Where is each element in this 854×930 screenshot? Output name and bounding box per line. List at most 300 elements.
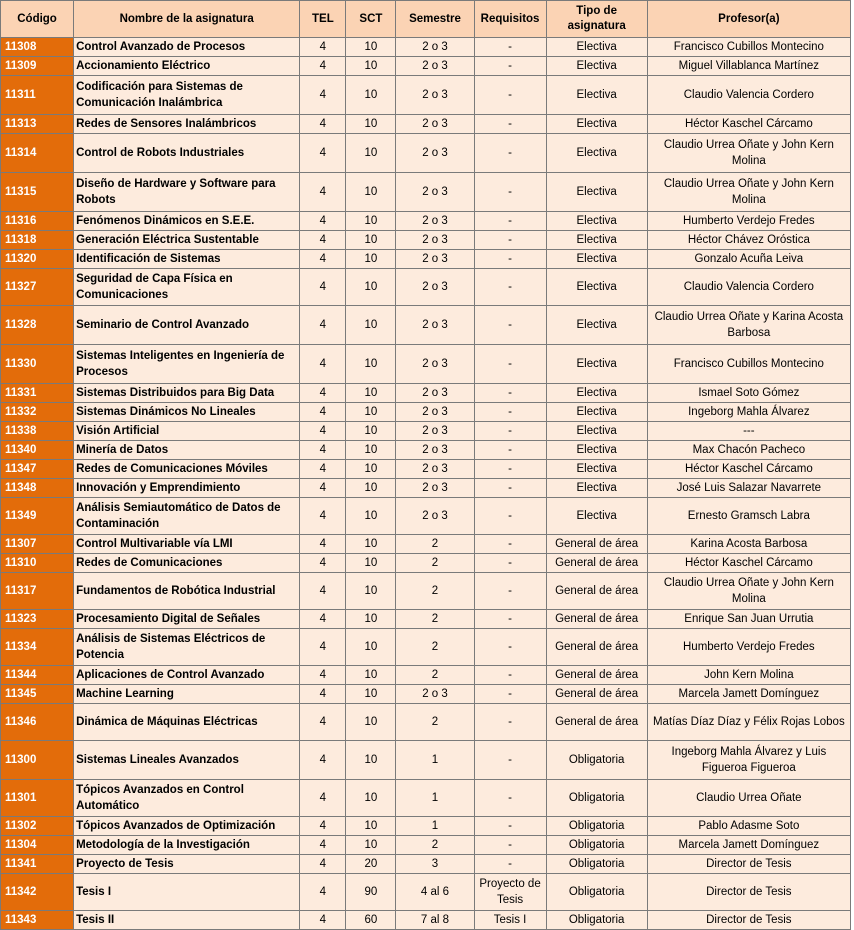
course-profesor: Claudio Urrea Oñate y John Kern Molina [647, 173, 850, 212]
course-semestre: 2 [396, 535, 474, 554]
course-semestre: 2 o 3 [396, 384, 474, 403]
course-profesor: Matías Díaz Díaz y Félix Rojas Lobos [647, 704, 850, 741]
course-code: 11347 [1, 460, 74, 479]
course-semestre: 2 o 3 [396, 231, 474, 250]
table-row [1, 57, 851, 76]
course-tipo: Electiva [546, 306, 647, 345]
course-name: Machine Learning [74, 685, 300, 704]
course-semestre: 2 o 3 [396, 173, 474, 212]
course-code: 11332 [1, 403, 74, 422]
course-tel: 4 [300, 855, 346, 874]
course-tipo: Electiva [546, 422, 647, 441]
table-row [1, 231, 851, 250]
course-name: Seguridad de Capa Física en Comunicaciones [74, 269, 300, 306]
course-tipo: Obligatoria [546, 836, 647, 855]
course-tel: 4 [300, 573, 346, 610]
course-sct: 10 [346, 38, 396, 57]
course-sct: 10 [346, 231, 396, 250]
course-semestre: 1 [396, 817, 474, 836]
course-profesor: Héctor Kaschel Cárcamo [647, 460, 850, 479]
course-profesor: Claudio Valencia Cordero [647, 76, 850, 115]
course-tel: 4 [300, 498, 346, 535]
course-code: 11348 [1, 479, 74, 498]
course-name: Diseño de Hardware y Software para Robots [74, 173, 300, 212]
course-tel: 4 [300, 384, 346, 403]
course-profesor: José Luis Salazar Navarrete [647, 479, 850, 498]
course-tipo: Electiva [546, 441, 647, 460]
course-sct: 10 [346, 212, 396, 231]
course-tipo: Electiva [546, 115, 647, 134]
course-name: Dinámica de Máquinas Eléctricas [74, 704, 300, 741]
course-profesor: Héctor Kaschel Cárcamo [647, 115, 850, 134]
course-code: 11308 [1, 38, 74, 57]
course-code: 11341 [1, 855, 74, 874]
course-profesor: Ernesto Gramsch Labra [647, 498, 850, 535]
course-code: 11346 [1, 704, 74, 741]
course-tipo: Electiva [546, 384, 647, 403]
course-tel: 4 [300, 817, 346, 836]
course-profesor: Claudio Urrea Oñate y Karina Acosta Barbosa [647, 306, 850, 345]
course-tel: 4 [300, 403, 346, 422]
course-tipo: General de área [546, 704, 647, 741]
course-profesor: --- [647, 422, 850, 441]
course-name: Minería de Datos [74, 441, 300, 460]
course-sct: 10 [346, 573, 396, 610]
table-row [1, 610, 851, 629]
course-requisitos: - [474, 704, 546, 741]
course-name: Identificación de Sistemas [74, 250, 300, 269]
course-semestre: 2 o 3 [396, 76, 474, 115]
course-name: Análisis de Sistemas Eléctricos de Potencia [74, 629, 300, 666]
table-row [1, 479, 851, 498]
course-tel: 4 [300, 306, 346, 345]
course-requisitos: - [474, 780, 546, 817]
table-row [1, 441, 851, 460]
course-code: 11334 [1, 629, 74, 666]
course-semestre: 2 o 3 [396, 57, 474, 76]
course-tel: 4 [300, 874, 346, 911]
course-semestre: 2 o 3 [396, 134, 474, 173]
course-requisitos: - [474, 817, 546, 836]
course-tipo: General de área [546, 666, 647, 685]
course-tel: 4 [300, 610, 346, 629]
course-name: Innovación y Emprendimiento [74, 479, 300, 498]
course-tipo: Electiva [546, 479, 647, 498]
course-tipo: Electiva [546, 250, 647, 269]
course-tel: 4 [300, 115, 346, 134]
course-code: 11320 [1, 250, 74, 269]
table-row [1, 780, 851, 817]
course-name: Fenómenos Dinámicos en S.E.E. [74, 212, 300, 231]
course-profesor: Marcela Jamett Domínguez [647, 836, 850, 855]
course-tel: 4 [300, 780, 346, 817]
course-tipo: Electiva [546, 345, 647, 384]
course-profesor: Héctor Kaschel Cárcamo [647, 554, 850, 573]
table-row [1, 573, 851, 610]
course-profesor: Claudio Valencia Cordero [647, 269, 850, 306]
course-tipo: Electiva [546, 76, 647, 115]
course-code: 11309 [1, 57, 74, 76]
course-profesor: Director de Tesis [647, 855, 850, 874]
course-profesor: Ingeborg Mahla Álvarez [647, 403, 850, 422]
course-tel: 4 [300, 741, 346, 780]
course-semestre: 3 [396, 855, 474, 874]
course-requisitos: - [474, 345, 546, 384]
course-semestre: 2 o 3 [396, 212, 474, 231]
course-requisitos: - [474, 250, 546, 269]
course-name: Visión Artificial [74, 422, 300, 441]
course-profesor: Humberto Verdejo Fredes [647, 212, 850, 231]
course-tipo: Electiva [546, 212, 647, 231]
course-profesor: Claudio Urrea Oñate [647, 780, 850, 817]
course-tel: 4 [300, 629, 346, 666]
course-tel: 4 [300, 231, 346, 250]
course-requisitos: - [474, 403, 546, 422]
table-row [1, 666, 851, 685]
course-tipo: General de área [546, 685, 647, 704]
course-requisitos: - [474, 741, 546, 780]
course-profesor: Ismael Soto Gómez [647, 384, 850, 403]
course-tipo: General de área [546, 554, 647, 573]
course-sct: 90 [346, 874, 396, 911]
table-row [1, 345, 851, 384]
course-sct: 10 [346, 685, 396, 704]
table-row [1, 403, 851, 422]
table-row [1, 115, 851, 134]
table-row [1, 498, 851, 535]
course-profesor: Marcela Jamett Domínguez [647, 685, 850, 704]
course-tel: 4 [300, 422, 346, 441]
table-row [1, 704, 851, 741]
course-name: Proyecto de Tesis [74, 855, 300, 874]
table-row [1, 306, 851, 345]
course-profesor: Héctor Chávez Oróstica [647, 231, 850, 250]
header-sct: SCT [346, 1, 396, 38]
table-row [1, 685, 851, 704]
table-row [1, 422, 851, 441]
table-row [1, 874, 851, 911]
course-semestre: 2 [396, 704, 474, 741]
course-requisitos: - [474, 384, 546, 403]
course-code: 11342 [1, 874, 74, 911]
course-code: 11301 [1, 780, 74, 817]
course-tel: 4 [300, 460, 346, 479]
header-semestre: Semestre [396, 1, 474, 38]
course-tipo: Electiva [546, 173, 647, 212]
course-profesor: Miguel Villablanca Martínez [647, 57, 850, 76]
course-tipo: Obligatoria [546, 741, 647, 780]
course-profesor: Enrique San Juan Urrutia [647, 610, 850, 629]
course-tel: 4 [300, 57, 346, 76]
course-sct: 10 [346, 629, 396, 666]
header-codigo: Código [1, 1, 74, 38]
course-semestre: 4 al 6 [396, 874, 474, 911]
course-tipo: Electiva [546, 498, 647, 535]
course-sct: 10 [346, 173, 396, 212]
course-tel: 4 [300, 134, 346, 173]
course-tel: 4 [300, 212, 346, 231]
course-semestre: 1 [396, 780, 474, 817]
course-sct: 10 [346, 403, 396, 422]
course-name: Sistemas Dinámicos No Lineales [74, 403, 300, 422]
table-row [1, 855, 851, 874]
course-requisitos: - [474, 134, 546, 173]
table-row [1, 741, 851, 780]
course-sct: 10 [346, 498, 396, 535]
course-name: Tópicos Avanzados de Optimización [74, 817, 300, 836]
course-sct: 10 [346, 115, 396, 134]
course-code: 11311 [1, 76, 74, 115]
course-tel: 4 [300, 38, 346, 57]
course-code: 11314 [1, 134, 74, 173]
course-requisitos: Proyecto de Tesis [474, 874, 546, 911]
course-sct: 10 [346, 704, 396, 741]
course-tipo: General de área [546, 535, 647, 554]
course-tipo: Obligatoria [546, 874, 647, 911]
course-tel: 4 [300, 666, 346, 685]
course-requisitos: - [474, 173, 546, 212]
course-requisitos: - [474, 666, 546, 685]
course-semestre: 2 o 3 [396, 306, 474, 345]
course-sct: 10 [346, 741, 396, 780]
course-name: Control Multivariable vía LMI [74, 535, 300, 554]
course-requisitos: - [474, 554, 546, 573]
course-requisitos: - [474, 231, 546, 250]
course-code: 11300 [1, 741, 74, 780]
course-requisitos: - [474, 479, 546, 498]
course-requisitos: - [474, 855, 546, 874]
course-code: 11327 [1, 269, 74, 306]
course-tel: 4 [300, 76, 346, 115]
course-semestre: 2 [396, 573, 474, 610]
course-requisitos: - [474, 422, 546, 441]
course-sct: 10 [346, 134, 396, 173]
course-semestre: 2 [396, 629, 474, 666]
table-row [1, 554, 851, 573]
course-tel: 4 [300, 554, 346, 573]
course-tel: 4 [300, 250, 346, 269]
course-requisitos: - [474, 38, 546, 57]
course-code: 11302 [1, 817, 74, 836]
course-sct: 10 [346, 666, 396, 685]
course-code: 11317 [1, 573, 74, 610]
course-code: 11313 [1, 115, 74, 134]
course-code: 11338 [1, 422, 74, 441]
course-requisitos: - [474, 269, 546, 306]
table-row [1, 911, 851, 930]
course-tipo: Obligatoria [546, 911, 647, 930]
course-name: Codificación para Sistemas de Comunicación Inalámbrica [74, 76, 300, 115]
course-name: Fundamentos de Robótica Industrial [74, 573, 300, 610]
course-tipo: Obligatoria [546, 817, 647, 836]
course-name: Procesamiento Digital de Señales [74, 610, 300, 629]
course-code: 11316 [1, 212, 74, 231]
course-code: 11340 [1, 441, 74, 460]
table-row [1, 817, 851, 836]
course-tel: 4 [300, 911, 346, 930]
course-tel: 4 [300, 269, 346, 306]
course-sct: 10 [346, 76, 396, 115]
course-tipo: Obligatoria [546, 855, 647, 874]
course-name: Metodología de la Investigación [74, 836, 300, 855]
course-tel: 4 [300, 479, 346, 498]
course-name: Seminario de Control Avanzado [74, 306, 300, 345]
course-sct: 10 [346, 554, 396, 573]
course-tipo: Electiva [546, 38, 647, 57]
table-row [1, 384, 851, 403]
course-code: 11315 [1, 173, 74, 212]
course-name: Redes de Sensores Inalámbricos [74, 115, 300, 134]
course-tipo: Electiva [546, 134, 647, 173]
course-tel: 4 [300, 535, 346, 554]
course-profesor: Ingeborg Mahla Álvarez y Luis Figueroa Figueroa [647, 741, 850, 780]
course-name: Aplicaciones de Control Avanzado [74, 666, 300, 685]
course-requisitos: - [474, 629, 546, 666]
header-nombre: Nombre de la asignatura [74, 1, 300, 38]
course-profesor: John Kern Molina [647, 666, 850, 685]
course-code: 11331 [1, 384, 74, 403]
course-profesor: Claudio Urrea Oñate y John Kern Molina [647, 134, 850, 173]
course-code: 11343 [1, 911, 74, 930]
table-row [1, 38, 851, 57]
course-semestre: 2 o 3 [396, 479, 474, 498]
course-name: Sistemas Lineales Avanzados [74, 741, 300, 780]
course-tel: 4 [300, 836, 346, 855]
course-name: Tópicos Avanzados en Control Automático [74, 780, 300, 817]
course-sct: 10 [346, 306, 396, 345]
course-tipo: Electiva [546, 231, 647, 250]
course-profesor: Director de Tesis [647, 911, 850, 930]
course-sct: 60 [346, 911, 396, 930]
course-profesor: Director de Tesis [647, 874, 850, 911]
course-semestre: 2 [396, 836, 474, 855]
course-sct: 10 [346, 610, 396, 629]
course-name: Control Avanzado de Procesos [74, 38, 300, 57]
course-sct: 10 [346, 250, 396, 269]
table-row [1, 460, 851, 479]
course-tel: 4 [300, 345, 346, 384]
course-name: Sistemas Distribuidos para Big Data [74, 384, 300, 403]
course-code: 11307 [1, 535, 74, 554]
course-profesor: Karina Acosta Barbosa [647, 535, 850, 554]
course-name: Redes de Comunicaciones Móviles [74, 460, 300, 479]
course-semestre: 2 [396, 554, 474, 573]
course-requisitos: Tesis I [474, 911, 546, 930]
course-sct: 10 [346, 817, 396, 836]
course-profesor: Max Chacón Pacheco [647, 441, 850, 460]
course-name: Control de Robots Industriales [74, 134, 300, 173]
course-semestre: 1 [396, 741, 474, 780]
course-semestre: 2 o 3 [396, 38, 474, 57]
table-row [1, 535, 851, 554]
course-semestre: 2 o 3 [396, 269, 474, 306]
course-semestre: 2 o 3 [396, 498, 474, 535]
course-requisitos: - [474, 610, 546, 629]
course-semestre: 2 o 3 [396, 422, 474, 441]
course-tel: 4 [300, 685, 346, 704]
course-requisitos: - [474, 573, 546, 610]
course-profesor: Claudio Urrea Oñate y John Kern Molina [647, 573, 850, 610]
course-requisitos: - [474, 498, 546, 535]
course-code: 11330 [1, 345, 74, 384]
course-tipo: Obligatoria [546, 780, 647, 817]
header-tel: TEL [300, 1, 346, 38]
course-profesor: Pablo Adasme Soto [647, 817, 850, 836]
course-requisitos: - [474, 115, 546, 134]
course-tipo: General de área [546, 573, 647, 610]
course-sct: 10 [346, 460, 396, 479]
course-sct: 10 [346, 422, 396, 441]
course-tipo: General de área [546, 610, 647, 629]
course-tipo: General de área [546, 629, 647, 666]
table-row [1, 836, 851, 855]
course-tel: 4 [300, 704, 346, 741]
course-sct: 10 [346, 345, 396, 384]
course-tipo: Electiva [546, 460, 647, 479]
course-profesor: Gonzalo Acuña Leiva [647, 250, 850, 269]
course-semestre: 2 o 3 [396, 460, 474, 479]
course-code: 11318 [1, 231, 74, 250]
course-semestre: 2 [396, 610, 474, 629]
course-semestre: 2 o 3 [396, 115, 474, 134]
course-profesor: Francisco Cubillos Montecino [647, 345, 850, 384]
course-requisitos: - [474, 57, 546, 76]
course-requisitos: - [474, 836, 546, 855]
course-sct: 10 [346, 269, 396, 306]
course-requisitos: - [474, 460, 546, 479]
table-header-row [1, 1, 851, 38]
course-tel: 4 [300, 441, 346, 460]
course-code: 11310 [1, 554, 74, 573]
course-sct: 10 [346, 780, 396, 817]
table-row [1, 269, 851, 306]
course-name: Generación Eléctrica Sustentable [74, 231, 300, 250]
course-requisitos: - [474, 212, 546, 231]
header-profesor: Profesor(a) [647, 1, 850, 38]
table-row [1, 212, 851, 231]
course-tipo: Electiva [546, 269, 647, 306]
course-code: 11344 [1, 666, 74, 685]
header-tipo: Tipo de asignatura [546, 1, 647, 38]
course-tel: 4 [300, 173, 346, 212]
table-row [1, 250, 851, 269]
course-code: 11345 [1, 685, 74, 704]
course-name: Accionamiento Eléctrico [74, 57, 300, 76]
course-semestre: 7 al 8 [396, 911, 474, 930]
course-code: 11349 [1, 498, 74, 535]
course-tipo: Electiva [546, 57, 647, 76]
course-name: Redes de Comunicaciones [74, 554, 300, 573]
course-name: Sistemas Inteligentes en Ingeniería de Procesos [74, 345, 300, 384]
course-requisitos: - [474, 535, 546, 554]
course-semestre: 2 o 3 [396, 441, 474, 460]
course-semestre: 2 o 3 [396, 250, 474, 269]
header-requisitos: Requisitos [474, 1, 546, 38]
course-sct: 10 [346, 535, 396, 554]
table-row [1, 173, 851, 212]
course-name: Tesis I [74, 874, 300, 911]
course-code: 11304 [1, 836, 74, 855]
course-sct: 20 [346, 855, 396, 874]
course-requisitos: - [474, 441, 546, 460]
table-row [1, 76, 851, 115]
course-sct: 10 [346, 479, 396, 498]
course-code: 11323 [1, 610, 74, 629]
course-semestre: 2 o 3 [396, 685, 474, 704]
course-sct: 10 [346, 441, 396, 460]
course-name: Tesis II [74, 911, 300, 930]
course-tipo: Electiva [546, 403, 647, 422]
